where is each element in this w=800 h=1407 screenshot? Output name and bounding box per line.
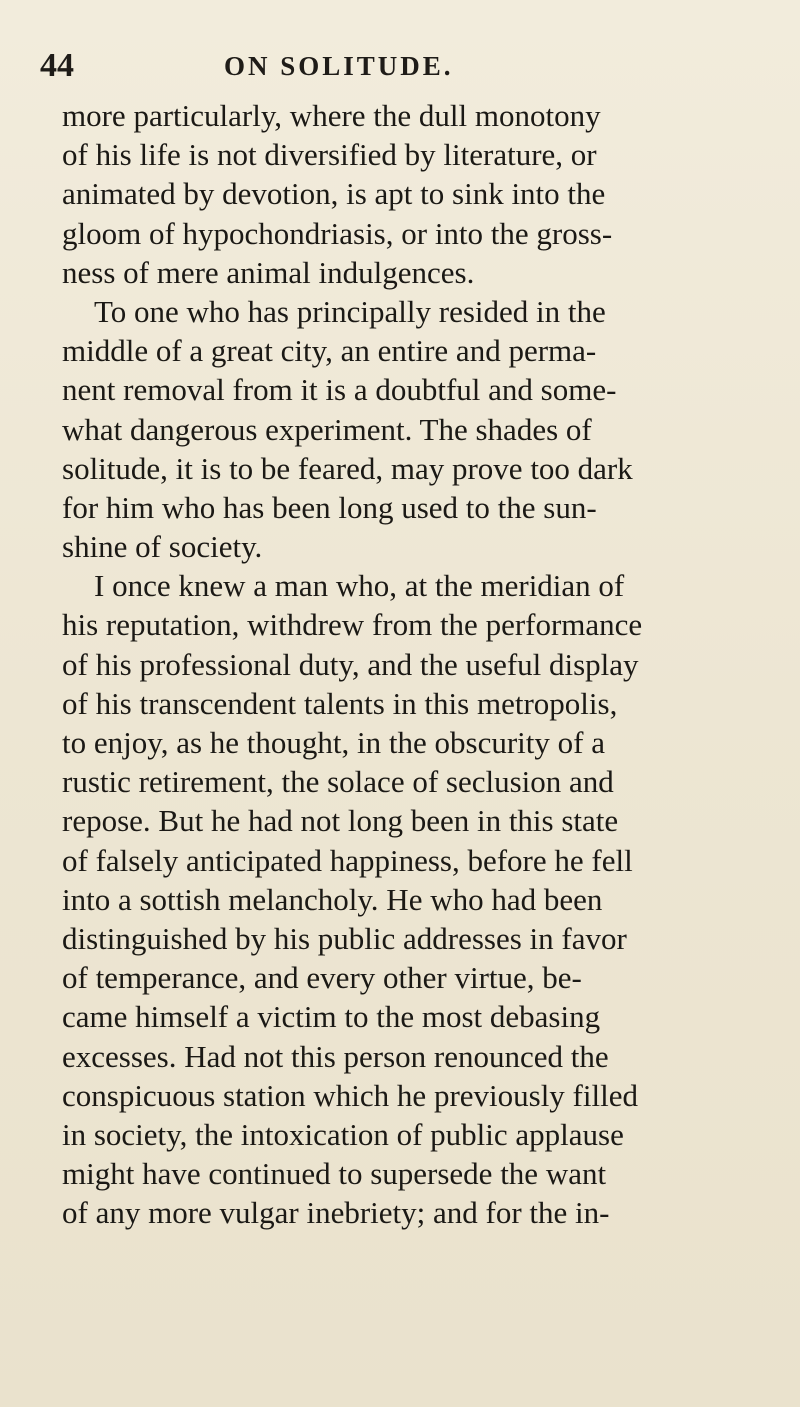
text-line: repose. But he had not long been in this state xyxy=(62,803,619,839)
text-line: of his life is not diversified by literature, or xyxy=(62,137,597,173)
text-line: solitude, it is to be feared, may prove too dark xyxy=(62,450,633,486)
text-line: rustic retirement, the solace of seclusion and xyxy=(62,764,614,800)
text-line: what dangerous experiment. The shades of xyxy=(62,411,592,447)
text-line: more particularly, where the dull monotony xyxy=(62,98,601,133)
text-line: might have continued to supersede the want xyxy=(62,1156,607,1192)
page-number: 44 xyxy=(40,47,74,84)
paragraph-start-line: To one who has principally resided in the xyxy=(94,293,606,329)
text-line: to enjoy, as he thought, in the obscurity of a xyxy=(62,725,605,760)
text-line: of his transcendent talents in this metropolis, xyxy=(62,685,618,721)
body-text xyxy=(62,96,782,1232)
text-line: his reputation, withdrew from the performance xyxy=(62,607,643,643)
text-line: ness of mere animal indulgences. xyxy=(62,254,475,290)
text-line: animated by devotion, is apt to sink into the xyxy=(62,176,606,212)
text-line: in society, the intoxication of public applause xyxy=(62,1116,624,1152)
text-line: conspicuous station which he previously filled xyxy=(62,1077,638,1113)
text-line: for him who has been long used to the sun- xyxy=(62,489,597,525)
text-line: into a sottish melancholy. He who had been xyxy=(62,881,603,917)
text-line: of falsely anticipated happiness, before he fell xyxy=(62,842,633,878)
page-header xyxy=(40,46,760,86)
paragraph-start-line: I once knew a man who, at the meridian of xyxy=(94,568,625,604)
text-line: distinguished by his public addresses in favor xyxy=(62,920,627,956)
text-line: middle of a great city, an entire and perma- xyxy=(62,333,597,369)
text-line: of any more vulgar inebriety; and for the in- xyxy=(62,1195,610,1231)
running-head: ON SOLITUDE. xyxy=(224,51,454,81)
text-line: of his professional duty, and the useful display xyxy=(62,646,639,682)
text-line: came himself a victim to the most debasing xyxy=(62,999,601,1035)
text-line: excesses. Had not this person renounced the xyxy=(62,1038,609,1074)
text-line: of temperance, and every other virtue, be- xyxy=(62,960,582,996)
text-line: nent removal from it is a doubtful and some- xyxy=(62,372,617,408)
text-line: gloom of hypochondriasis, or into the gross- xyxy=(62,215,613,251)
text-line: shine of society. xyxy=(62,529,263,565)
